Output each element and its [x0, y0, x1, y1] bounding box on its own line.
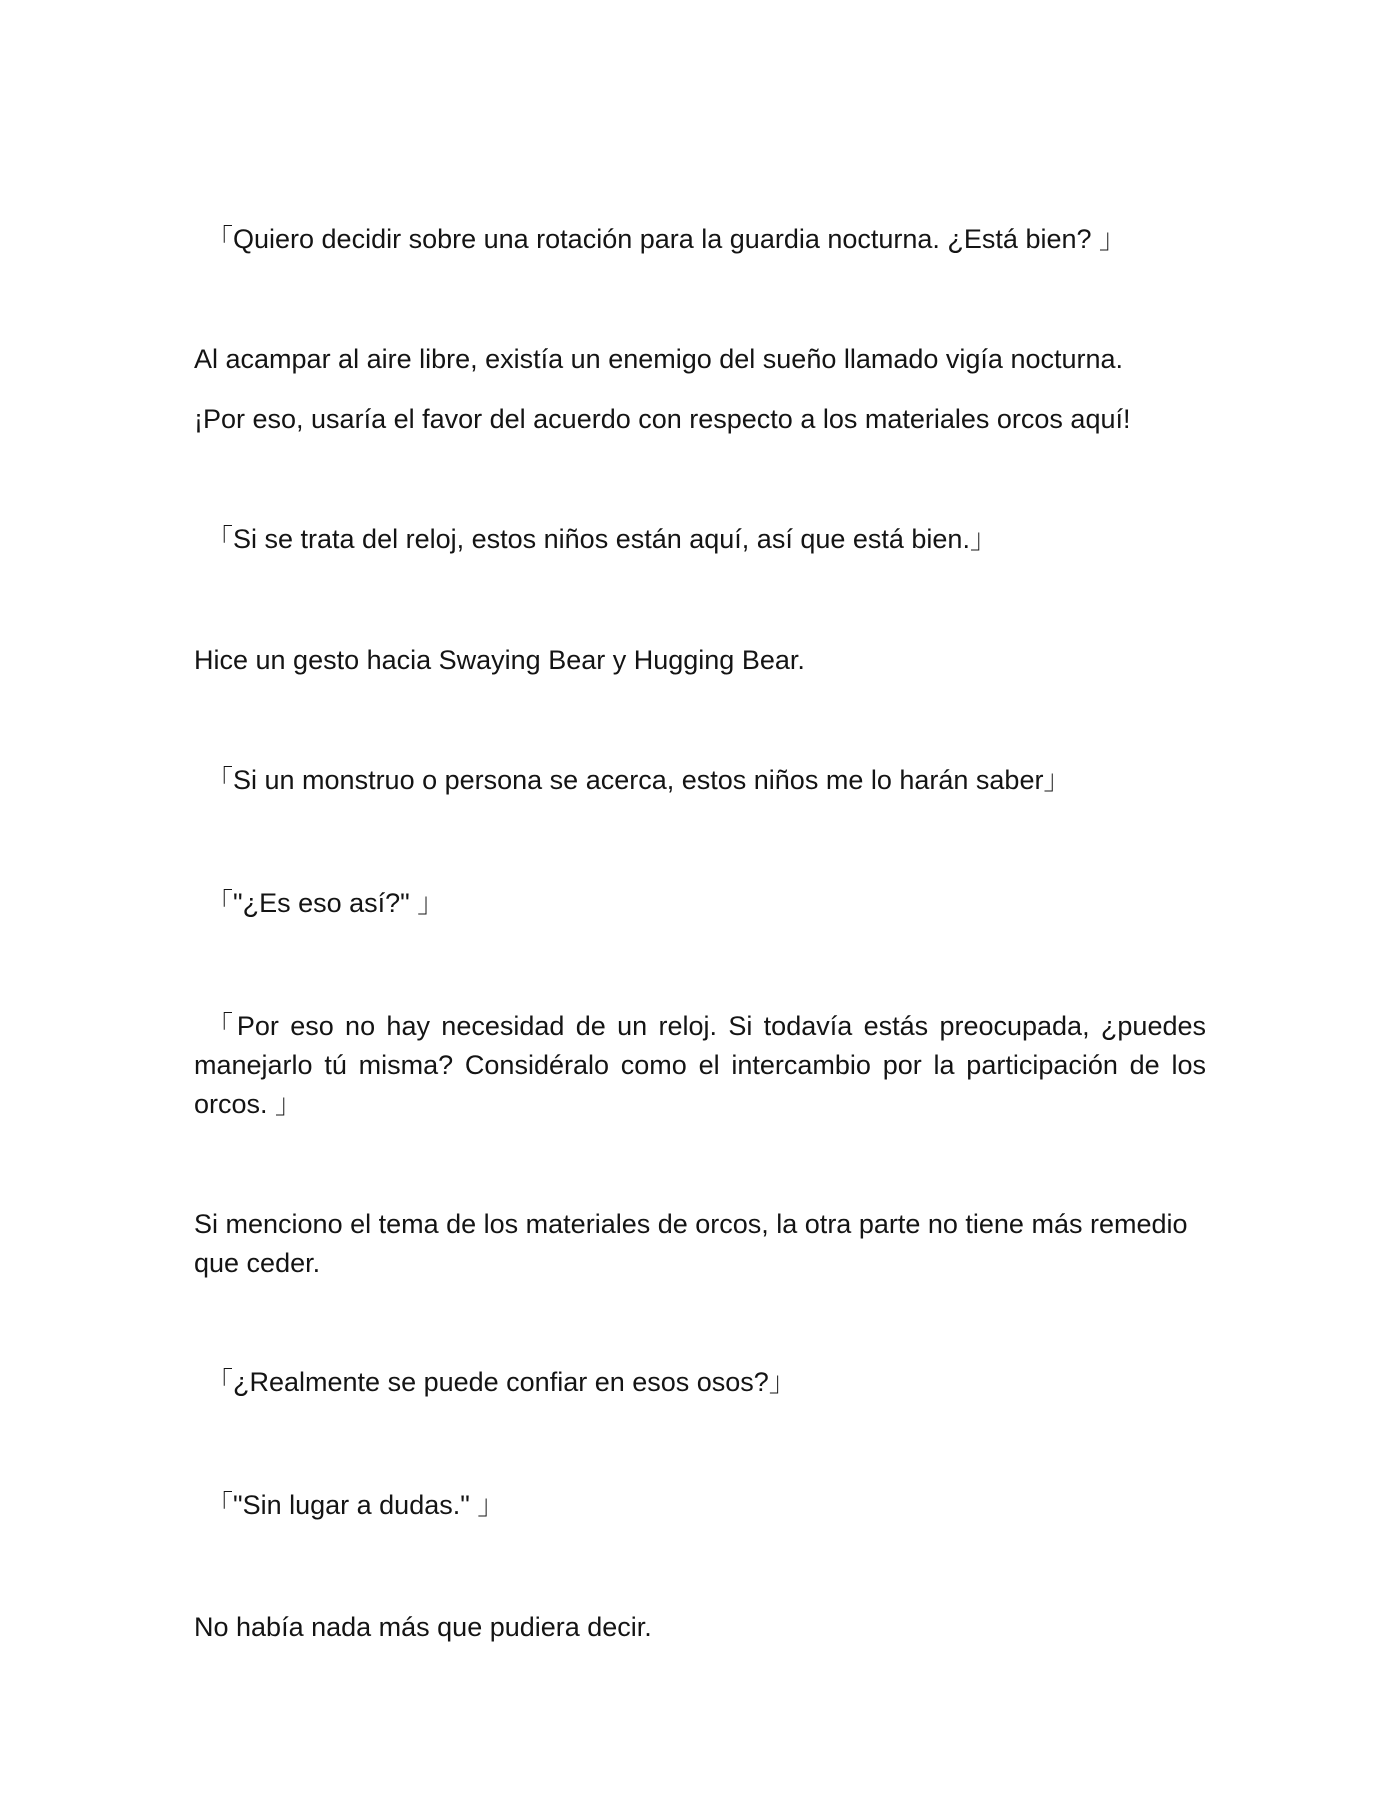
- dialogue-paragraph: 「Si se trata del reloj, estos niños están aquí, así que está bien.」: [206, 524, 997, 554]
- narration-paragraph: Hice un gesto hacia Swaying Bear y Hugging Bear.: [194, 645, 805, 675]
- narration-paragraph: Al acampar al aire libre, existía un enemigo del sueño llamado vigía nocturna.: [194, 344, 1124, 374]
- dialogue-paragraph: 「"¿Es eso así?" 」: [206, 888, 445, 918]
- dialogue-paragraph: 「¿Realmente se puede confiar en esos osos?」: [206, 1367, 796, 1397]
- dialogue-paragraph: 「"Sin lugar a dudas." 」: [206, 1490, 505, 1520]
- narration-paragraph: Si menciono el tema de los materiales de orcos, la otra parte no tiene más remedio que ceder.: [194, 1209, 1188, 1278]
- dialogue-paragraph: 「Si un monstruo o persona se acerca, estos niños me lo harán saber」: [206, 765, 1071, 795]
- dialogue-paragraph: 「Quiero decidir sobre una rotación para la guardia nocturna. ¿Está bien? 」: [206, 224, 1127, 254]
- narration-paragraph: ¡Por eso, usaría el favor del acuerdo con respecto a los materiales orcos aquí!: [194, 404, 1131, 434]
- narration-paragraph: No había nada más que pudiera decir.: [194, 1612, 652, 1642]
- dialogue-paragraph: 「Por eso no hay necesidad de un reloj. Si todavía estás preocupada, ¿puedes manejarlo tú misma? Considéralo como el intercambio por la participación de los orcos. 」: [194, 1011, 1206, 1119]
